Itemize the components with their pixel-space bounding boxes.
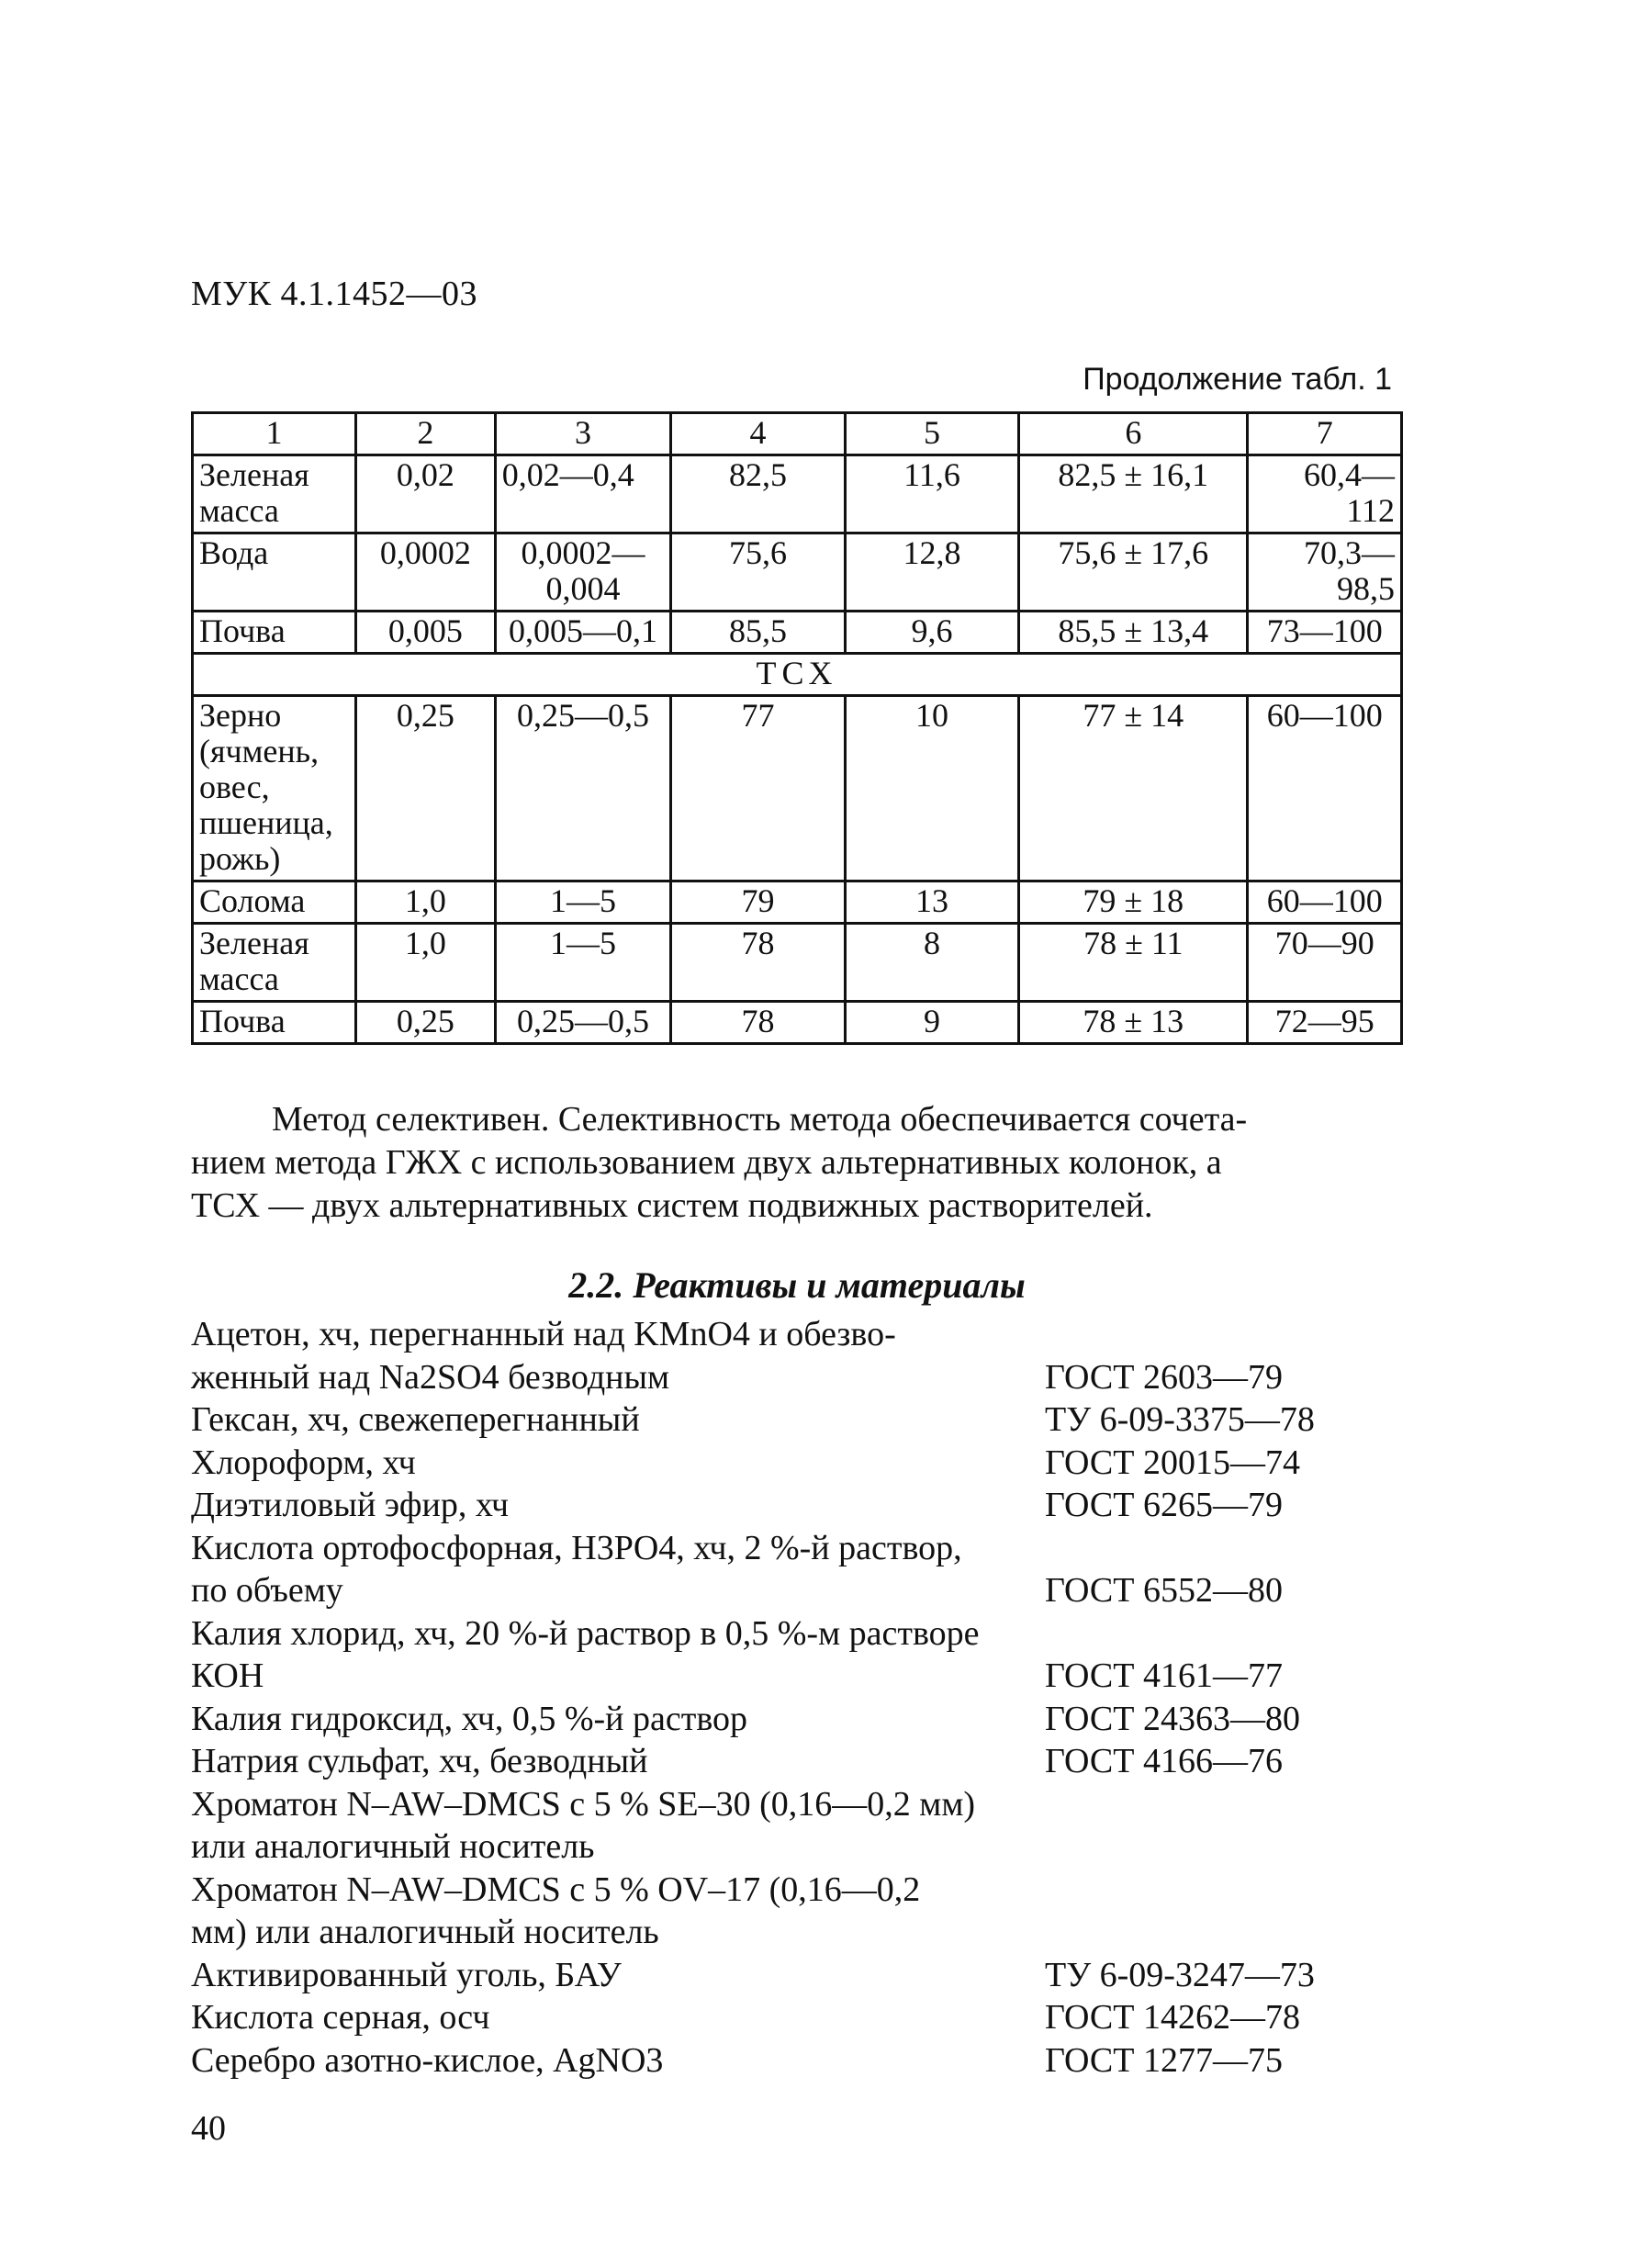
reagent-name: Хроматон N–AW–DMCS с 5 % SE–30 (0,16—0,2 мм) или аналогичный носитель [191,1784,976,1866]
document-code: МУК 4.1.1452—03 [191,275,478,313]
reagent-item [191,2039,1403,2083]
table-cell: 77 ± 14 [1019,696,1248,881]
reagent-name: Калия хлорид, хч, 20 %-й раствор в 0,5 %-м растворе КОН [191,1613,980,1695]
table-cell: 10 [845,696,1018,881]
table-cell: 0,005 [355,612,495,654]
table-cell: 0,25—0,5 [495,1002,671,1044]
table-section-row [193,654,1402,696]
reagent-item [191,1527,1403,1612]
reagent-item [191,1740,1403,1783]
reagent-name: Гексан, хч, свежеперегнанный [191,1400,640,1439]
table-cell: 78 ± 13 [1019,1002,1248,1044]
reagent-standard: ГОСТ 4166—76 [1045,1742,1283,1780]
table-cell: 79 ± 18 [1019,881,1248,924]
table-cell: 85,5 ± 13,4 [1019,612,1248,654]
table-cell: 1—5 [495,924,671,1002]
paragraph-line: Метод селективен. Селективность метода обеспечивается сочета- [272,1100,1248,1139]
table-cell: 60—100 [1248,881,1402,924]
section-title: 2.2. Реактивы и материалы [568,1264,1026,1306]
reagent-standard: ГОСТ 6552—80 [1045,1571,1283,1610]
reagent-standard: ГОСТ 14262—78 [1045,1998,1300,2037]
table-continuation-label: Продолжение табл. 1 [1083,362,1392,397]
table-cell: 0,25—0,5 [495,696,671,881]
table-cell: 0,0002— 0,004 [495,533,671,612]
reagent-name: Натрия сульфат, хч, безводный [191,1742,648,1780]
table-cell: 82,5 [671,455,845,533]
reagent-standard: ТУ 6-09-3247—73 [1045,1955,1315,1994]
reagent-standard: ГОСТ 4161—77 [1045,1656,1283,1695]
table-row [193,612,1402,654]
reagent-item [191,1612,1403,1698]
table-cell: Почва [193,1002,356,1044]
reagent-item [191,1869,1403,1954]
table-cell: 73—100 [1248,612,1402,654]
table-cell: 79 [671,881,845,924]
table-cell: 1—5 [495,881,671,924]
table-cell: 75,6 [671,533,845,612]
table-cell: 60—100 [1248,696,1402,881]
column-header: 3 [495,413,671,455]
paragraph-line: нием метода ГЖХ с использованием двух альтернативных колонок, а [191,1143,1222,1182]
column-header: 5 [845,413,1018,455]
reagent-item [191,1484,1403,1527]
table-row [193,533,1402,612]
reagent-name: Кислота серная, осч [191,1998,490,2037]
column-header: 1 [193,413,356,455]
table-cell: 0,0002 [355,533,495,612]
reagent-item [191,1698,1403,1741]
reagent-name: Калия гидроксид, хч, 0,5 %-й раствор [191,1699,748,1738]
reagent-standard: ГОСТ 1277—75 [1045,2040,1283,2080]
table-row [193,924,1402,1002]
table-cell: 13 [845,881,1018,924]
reagent-standard: ГОСТ 2603—79 [1045,1357,1283,1397]
table-cell: 12,8 [845,533,1018,612]
reagent-standard: ГОСТ 20015—74 [1045,1443,1300,1482]
table-row [193,1002,1402,1044]
reagent-name: Ацетон, хч, перегнанный над KMnO4 и обезво-женный над Na2SO4 безводным [191,1315,896,1397]
reagent-name: Активированный уголь, БАУ [191,1955,622,1994]
table-cell: 0,25 [355,696,495,881]
reagent-item [191,1954,1403,1997]
table-cell: 9,6 [845,612,1018,654]
table-cell: 1,0 [355,924,495,1002]
reagent-item [191,1313,1403,1398]
reagent-name: Диэтиловый эфир, хч [191,1486,510,1524]
table-cell: 1,0 [355,881,495,924]
table-cell: 85,5 [671,612,845,654]
column-header: 2 [355,413,495,455]
table-cell: 70—90 [1248,924,1402,1002]
table-cell: 0,25 [355,1002,495,1044]
reagents-list [191,1313,1403,2082]
reagent-name: Хлороформ, хч [191,1443,416,1482]
table-cell: 72—95 [1248,1002,1402,1044]
table-cell: 0,02 [355,455,495,533]
reagent-standard: ГОСТ 24363—80 [1045,1699,1300,1738]
reagent-standard: ТУ 6-09-3375—78 [1045,1400,1315,1439]
table-cell: 11,6 [845,455,1018,533]
table-cell: 75,6 ± 17,6 [1019,533,1248,612]
reagent-item [191,1398,1403,1442]
table-cell: Зеленая масса [193,455,356,533]
table-cell: 77 [671,696,845,881]
table-cell: 9 [845,1002,1018,1044]
reagent-name: Серебро азотно-кислое, AgNO3 [191,2040,664,2080]
table-cell: 82,5 ± 16,1 [1019,455,1248,533]
paragraph-line: ТСХ — двух альтернативных систем подвижных растворителей. [191,1186,1153,1225]
reagent-name: Кислота ортофосфорная, H3PO4, хч, 2 %-й раствор, по объему [191,1528,962,1610]
table-row [193,881,1402,924]
column-header: 6 [1019,413,1248,455]
table-cell: Вода [193,533,356,612]
column-header: 4 [671,413,845,455]
table-cell: 0,005—0,1 [495,612,671,654]
table-cell: 78 ± 11 [1019,924,1248,1002]
table-cell: 78 [671,924,845,1002]
results-table [191,411,1403,1045]
table-cell: Почва [193,612,356,654]
table-cell: Зерно (ячмень, овес, пшеница, рожь) [193,696,356,881]
table-cell: Зеленая масса [193,924,356,1002]
reagent-item [191,1996,1403,2039]
table-cell: 60,4— 112 [1248,455,1402,533]
table-row [193,696,1402,881]
table-cell: 8 [845,924,1018,1002]
table-row [193,455,1402,533]
page-number: 40 [191,2109,226,2148]
table-section-heading: ТСХ [193,654,1402,696]
table-cell: 70,3— 98,5 [1248,533,1402,612]
table-cell: 0,02—0,4 [495,455,671,533]
reagent-standard: ГОСТ 6265—79 [1045,1486,1283,1524]
column-header: 7 [1248,413,1402,455]
reagent-name: Хроматон N–AW–DMCS с 5 % OV–17 (0,16—0,2 мм) или аналогичный носитель [191,1869,921,1951]
reagent-item [191,1442,1403,1485]
table-header-row [193,413,1402,455]
table-cell: Солома [193,881,356,924]
reagent-item [191,1783,1403,1869]
selectivity-paragraph [191,1098,1403,1228]
table-cell: 78 [671,1002,845,1044]
